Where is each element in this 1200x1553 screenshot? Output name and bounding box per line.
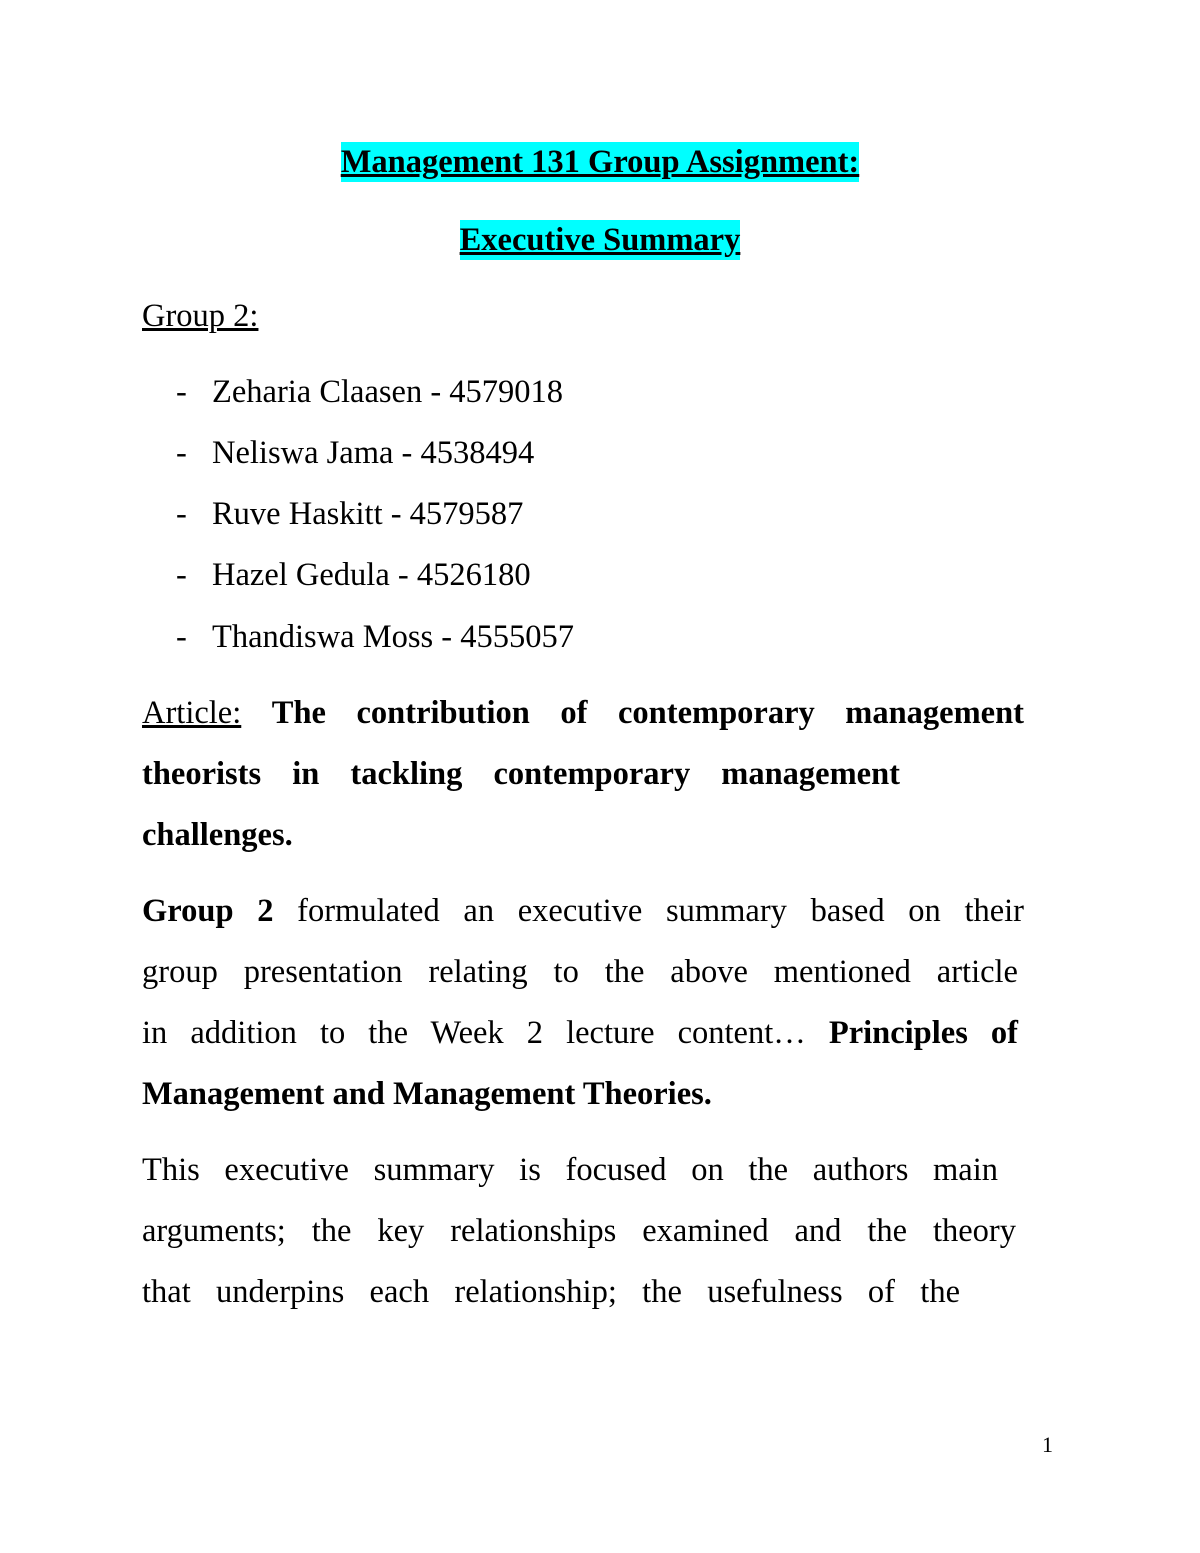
member-text: Thandiswa Moss - 4555057 — [212, 619, 574, 655]
bullet-dash: - — [176, 496, 187, 532]
article-line-3 — [142, 815, 293, 855]
para1-bold-text: Principles of — [828, 1015, 1019, 1051]
member-text: Zeharia Claasen - 4579018 — [212, 374, 564, 410]
article-line-1 — [142, 693, 1024, 733]
member-item — [176, 494, 523, 534]
member-item — [176, 372, 563, 412]
article-title-part: The contribution of contemporary management — [271, 695, 1024, 731]
member-item — [176, 617, 574, 657]
para1-line-3 — [142, 1013, 1018, 1053]
member-text: Ruve Haskitt - 4579587 — [212, 496, 524, 532]
group-label: Group 2: — [142, 298, 259, 334]
para2-line-3 — [142, 1272, 960, 1312]
title-line — [0, 142, 1200, 182]
member-item — [176, 555, 531, 595]
bullet-dash: - — [176, 374, 187, 410]
para2-text: This executive summary is focused on the authors main — [142, 1152, 998, 1188]
para1-line-2 — [142, 952, 1018, 992]
para1-text: group presentation relating to the above mentioned article — [142, 954, 1018, 990]
para1-text: in addition to the Week 2 lecture content… — [142, 1015, 806, 1051]
bullet-dash: - — [176, 619, 187, 655]
page-number: 1 — [1042, 1432, 1053, 1457]
article-title-part: theorists in tackling contemporary management — [142, 756, 900, 792]
bullet-dash: - — [176, 435, 187, 471]
para2-line-1 — [142, 1150, 998, 1190]
article-title-part: challenges. — [142, 817, 293, 853]
document-title: Management 131 Group Assignment: — [340, 144, 860, 180]
para1-line-1 — [142, 891, 1024, 931]
para2-line-2 — [142, 1211, 1016, 1251]
document-subtitle: Executive Summary — [459, 222, 741, 258]
para1-line-4 — [142, 1074, 712, 1114]
group-label-line — [142, 296, 258, 336]
member-text: Neliswa Jama - 4538494 — [212, 435, 535, 471]
subtitle-line — [0, 220, 1200, 260]
para1-text: formulated an executive summary based on their — [297, 893, 1024, 929]
group-lead: Group 2 — [142, 893, 274, 929]
para1-bold-text: Management and Management Theories. — [142, 1076, 712, 1112]
member-text: Hazel Gedula - 4526180 — [212, 557, 531, 593]
article-label: Article: — [142, 695, 242, 731]
member-item — [176, 433, 534, 473]
para2-text: arguments; the key relationships examined and the theory — [142, 1213, 1016, 1249]
article-line-2 — [142, 754, 900, 794]
bullet-dash: - — [176, 557, 187, 593]
para2-text: that underpins each relationship; the usefulness of the — [142, 1274, 960, 1310]
